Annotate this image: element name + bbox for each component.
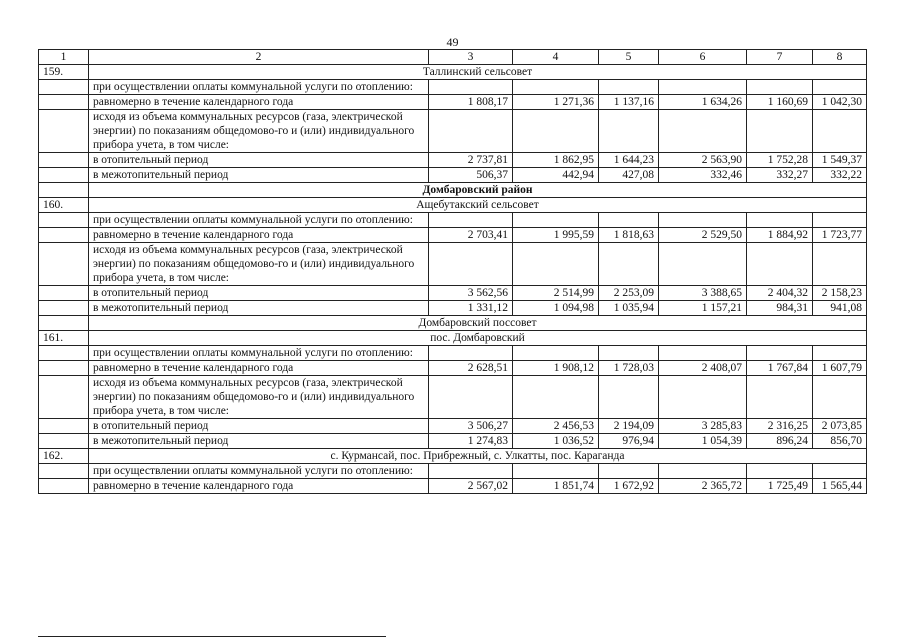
empty-cell bbox=[747, 110, 813, 153]
table-row bbox=[39, 434, 867, 449]
value-cell: 1 157,21 bbox=[659, 301, 747, 316]
row-number: 160. bbox=[39, 198, 89, 213]
value-cell: 2 703,41 bbox=[429, 228, 513, 243]
value-cell: 1 884,92 bbox=[747, 228, 813, 243]
empty-cell bbox=[429, 213, 513, 228]
row-label: в отопительный период bbox=[89, 286, 429, 301]
header-cell: 8 bbox=[813, 50, 867, 65]
value-cell: 332,46 bbox=[659, 168, 747, 183]
value-cell: 1 565,44 bbox=[813, 479, 867, 494]
label-row bbox=[39, 376, 867, 419]
empty-cell bbox=[39, 286, 89, 301]
empty-cell bbox=[429, 243, 513, 286]
value-cell: 1 054,39 bbox=[659, 434, 747, 449]
empty-cell bbox=[599, 213, 659, 228]
value-cell: 1 723,77 bbox=[813, 228, 867, 243]
empty-cell bbox=[39, 243, 89, 286]
value-cell: 896,24 bbox=[747, 434, 813, 449]
value-cell: 332,22 bbox=[813, 168, 867, 183]
empty-cell bbox=[659, 346, 747, 361]
empty-cell bbox=[599, 346, 659, 361]
row-label: при осуществлении оплаты коммунальной услуги по отоплению: bbox=[89, 346, 429, 361]
empty-cell bbox=[513, 346, 599, 361]
empty-cell bbox=[39, 316, 89, 331]
empty-cell bbox=[39, 168, 89, 183]
table-row bbox=[39, 228, 867, 243]
row-label: исходя из объема коммунальных ресурсов (газа, электрической энергии) по показаниям общедомово-го и (или) индивидуального прибора учета, в том числе: bbox=[89, 243, 429, 286]
empty-cell bbox=[747, 376, 813, 419]
district-title: Домбаровский поссовет bbox=[89, 316, 867, 331]
empty-cell bbox=[659, 464, 747, 479]
value-cell: 3 506,27 bbox=[429, 419, 513, 434]
value-cell: 976,94 bbox=[599, 434, 659, 449]
empty-cell bbox=[747, 346, 813, 361]
empty-cell bbox=[813, 346, 867, 361]
header-cell: 6 bbox=[659, 50, 747, 65]
empty-cell bbox=[39, 153, 89, 168]
row-label: при осуществлении оплаты коммунальной услуги по отоплению: bbox=[89, 464, 429, 479]
label-row bbox=[39, 464, 867, 479]
tariff-table bbox=[38, 49, 867, 494]
value-cell: 3 388,65 bbox=[659, 286, 747, 301]
row-label: в межотопительный период bbox=[89, 434, 429, 449]
empty-cell bbox=[659, 80, 747, 95]
value-cell: 2 456,53 bbox=[513, 419, 599, 434]
header-cell: 7 bbox=[747, 50, 813, 65]
empty-cell bbox=[39, 361, 89, 376]
row-label: равномерно в течение календарного года bbox=[89, 95, 429, 110]
page-number: 49 bbox=[446, 35, 459, 49]
district-header-row bbox=[39, 316, 867, 331]
section-header-row bbox=[39, 449, 867, 464]
value-cell: 1 274,83 bbox=[429, 434, 513, 449]
empty-cell bbox=[39, 346, 89, 361]
value-cell: 2 073,85 bbox=[813, 419, 867, 434]
empty-cell bbox=[39, 419, 89, 434]
empty-cell bbox=[39, 228, 89, 243]
value-cell: 984,31 bbox=[747, 301, 813, 316]
value-cell: 2 253,09 bbox=[599, 286, 659, 301]
value-cell: 2 316,25 bbox=[747, 419, 813, 434]
empty-cell bbox=[599, 110, 659, 153]
value-cell: 1 908,12 bbox=[513, 361, 599, 376]
value-cell: 2 408,07 bbox=[659, 361, 747, 376]
empty-cell bbox=[513, 80, 599, 95]
row-number: 162. bbox=[39, 449, 89, 464]
header-cell: 5 bbox=[599, 50, 659, 65]
empty-cell bbox=[429, 346, 513, 361]
value-cell: 2 567,02 bbox=[429, 479, 513, 494]
table-body bbox=[39, 65, 867, 494]
row-label: в отопительный период bbox=[89, 153, 429, 168]
value-cell: 2 194,09 bbox=[599, 419, 659, 434]
value-cell: 2 563,90 bbox=[659, 153, 747, 168]
table-row bbox=[39, 286, 867, 301]
empty-cell bbox=[429, 80, 513, 95]
value-cell: 2 529,50 bbox=[659, 228, 747, 243]
empty-cell bbox=[513, 243, 599, 286]
value-cell: 2 158,23 bbox=[813, 286, 867, 301]
value-cell: 2 365,72 bbox=[659, 479, 747, 494]
header-cell: 2 bbox=[89, 50, 429, 65]
section-title: Ащебутакский сельсовет bbox=[89, 198, 867, 213]
value-cell: 1 728,03 bbox=[599, 361, 659, 376]
value-cell: 1 644,23 bbox=[599, 153, 659, 168]
table-row bbox=[39, 419, 867, 434]
empty-cell bbox=[599, 243, 659, 286]
section-title: Таллинский сельсовет bbox=[89, 65, 867, 80]
value-cell: 332,27 bbox=[747, 168, 813, 183]
row-label: исходя из объема коммунальных ресурсов (газа, электрической энергии) по показаниям общедомово-го и (или) индивидуального прибора учета, в том числе: bbox=[89, 110, 429, 153]
column-number-header bbox=[39, 50, 867, 65]
empty-cell bbox=[429, 110, 513, 153]
label-row bbox=[39, 213, 867, 228]
section-title: с. Курмансай, пос. Прибрежный, с. Улкатты, пос. Караганда bbox=[89, 449, 867, 464]
empty-cell bbox=[39, 479, 89, 494]
value-cell: 1 752,28 bbox=[747, 153, 813, 168]
empty-cell bbox=[513, 110, 599, 153]
value-cell: 442,94 bbox=[513, 168, 599, 183]
empty-cell bbox=[813, 213, 867, 228]
table-row bbox=[39, 301, 867, 316]
value-cell: 1 767,84 bbox=[747, 361, 813, 376]
table-row bbox=[39, 153, 867, 168]
empty-cell bbox=[39, 80, 89, 95]
table-row bbox=[39, 168, 867, 183]
value-cell: 3 285,83 bbox=[659, 419, 747, 434]
value-cell: 1 672,92 bbox=[599, 479, 659, 494]
section-header-row bbox=[39, 331, 867, 346]
table-row bbox=[39, 361, 867, 376]
row-number: 161. bbox=[39, 331, 89, 346]
value-cell: 1 995,59 bbox=[513, 228, 599, 243]
empty-cell bbox=[429, 376, 513, 419]
empty-cell bbox=[659, 243, 747, 286]
empty-cell bbox=[39, 376, 89, 419]
empty-cell bbox=[513, 213, 599, 228]
footnote-divider bbox=[38, 636, 386, 637]
value-cell: 1 137,16 bbox=[599, 95, 659, 110]
empty-cell bbox=[813, 110, 867, 153]
row-label: при осуществлении оплаты коммунальной услуги по отоплению: bbox=[89, 80, 429, 95]
district-title: Домбаровский район bbox=[89, 183, 867, 198]
empty-cell bbox=[813, 243, 867, 286]
value-cell: 1 607,79 bbox=[813, 361, 867, 376]
value-cell: 1 851,74 bbox=[513, 479, 599, 494]
table-row bbox=[39, 95, 867, 110]
empty-cell bbox=[813, 376, 867, 419]
value-cell: 1 042,30 bbox=[813, 95, 867, 110]
empty-cell bbox=[747, 243, 813, 286]
value-cell: 3 562,56 bbox=[429, 286, 513, 301]
empty-cell bbox=[747, 80, 813, 95]
empty-cell bbox=[513, 464, 599, 479]
empty-cell bbox=[599, 80, 659, 95]
row-label: равномерно в течение календарного года bbox=[89, 479, 429, 494]
row-label: равномерно в течение календарного года bbox=[89, 361, 429, 376]
empty-cell bbox=[39, 434, 89, 449]
value-cell: 1 036,52 bbox=[513, 434, 599, 449]
header-cell: 4 bbox=[513, 50, 599, 65]
value-cell: 1 549,37 bbox=[813, 153, 867, 168]
table-row bbox=[39, 479, 867, 494]
empty-cell bbox=[659, 213, 747, 228]
row-label: в отопительный период bbox=[89, 419, 429, 434]
empty-cell bbox=[513, 376, 599, 419]
value-cell: 2 628,51 bbox=[429, 361, 513, 376]
empty-cell bbox=[599, 464, 659, 479]
value-cell: 2 737,81 bbox=[429, 153, 513, 168]
row-label: исходя из объема коммунальных ресурсов (газа, электрической энергии) по показаниям общедомово-го и (или) индивидуального прибора учета, в том числе: bbox=[89, 376, 429, 419]
label-row bbox=[39, 110, 867, 153]
district-header-row bbox=[39, 183, 867, 198]
value-cell: 506,37 bbox=[429, 168, 513, 183]
empty-cell bbox=[747, 464, 813, 479]
value-cell: 427,08 bbox=[599, 168, 659, 183]
value-cell: 1 725,49 bbox=[747, 479, 813, 494]
empty-cell bbox=[429, 464, 513, 479]
value-cell: 1 808,17 bbox=[429, 95, 513, 110]
row-label: в межотопительный период bbox=[89, 168, 429, 183]
value-cell: 856,70 bbox=[813, 434, 867, 449]
value-cell: 1 634,26 bbox=[659, 95, 747, 110]
value-cell: 1 271,36 bbox=[513, 95, 599, 110]
header-cell: 1 bbox=[39, 50, 89, 65]
section-title: пос. Домбаровский bbox=[89, 331, 867, 346]
header-cell: 3 bbox=[429, 50, 513, 65]
empty-cell bbox=[39, 183, 89, 198]
empty-cell bbox=[747, 213, 813, 228]
value-cell: 1 818,63 bbox=[599, 228, 659, 243]
row-label: в межотопительный период bbox=[89, 301, 429, 316]
row-label: при осуществлении оплаты коммунальной услуги по отоплению: bbox=[89, 213, 429, 228]
value-cell: 1 094,98 bbox=[513, 301, 599, 316]
section-header-row bbox=[39, 65, 867, 80]
value-cell: 2 404,32 bbox=[747, 286, 813, 301]
empty-cell bbox=[599, 376, 659, 419]
value-cell: 1 862,95 bbox=[513, 153, 599, 168]
empty-cell bbox=[659, 376, 747, 419]
empty-cell bbox=[813, 80, 867, 95]
empty-cell bbox=[39, 213, 89, 228]
label-row bbox=[39, 243, 867, 286]
value-cell: 941,08 bbox=[813, 301, 867, 316]
value-cell: 1 160,69 bbox=[747, 95, 813, 110]
empty-cell bbox=[813, 464, 867, 479]
row-number: 159. bbox=[39, 65, 89, 80]
empty-cell bbox=[39, 95, 89, 110]
empty-cell bbox=[39, 464, 89, 479]
empty-cell bbox=[39, 110, 89, 153]
value-cell: 2 514,99 bbox=[513, 286, 599, 301]
empty-cell bbox=[659, 110, 747, 153]
section-header-row bbox=[39, 198, 867, 213]
label-row bbox=[39, 80, 867, 95]
row-label: равномерно в течение календарного года bbox=[89, 228, 429, 243]
value-cell: 1 331,12 bbox=[429, 301, 513, 316]
label-row bbox=[39, 346, 867, 361]
value-cell: 1 035,94 bbox=[599, 301, 659, 316]
empty-cell bbox=[39, 301, 89, 316]
